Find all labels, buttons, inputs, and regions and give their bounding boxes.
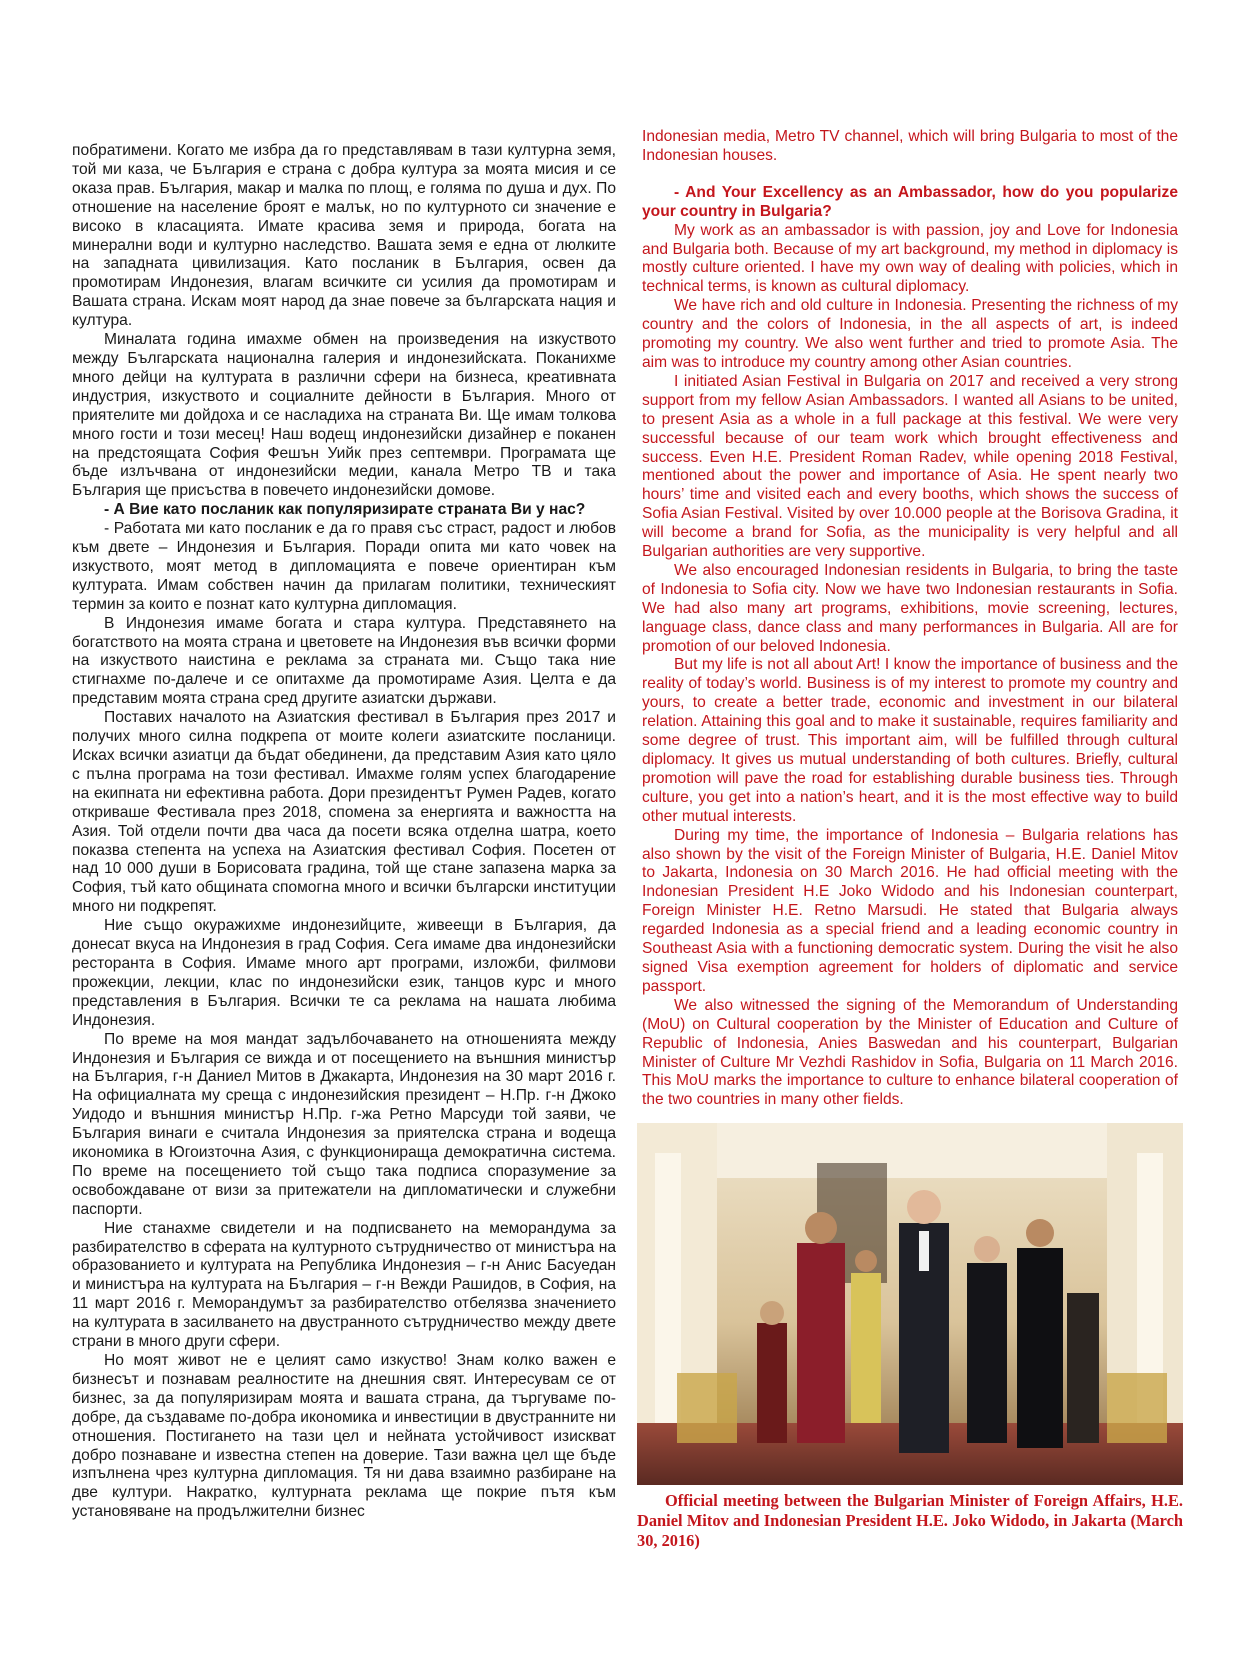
paragraph: В Индонезия имаме богата и стара култура. Представянето на богатството на моята страна и цветовете на Индонезия във всички форми на изкуството наистина е реклама за страната ми. Също така ние стигнахме по-далече и се опитахме да промотираме Азия. Целта е да представим моята страна сред другите азиатски държави. (72, 614, 616, 708)
paragraph: But my life is not all about Art! I know the importance of business and the reality of today’s world. Business is of my interest to promote my country and yours, to create a better trade, economic and investment in our bilateral relation. Attaining this goal and to make it sustainable, requires familiarity and some degree of trust. This important aim, will be fulfilled through cultural diplomacy. It gives us mutual understanding of both cultures. Briefly, cultural promotion will pave the road for establishing durable business ties. Through culture, you get into a nation’s heart, and it is the most effective way to build other mutual interests. (642, 656, 1178, 825)
paragraph: We have rich and old culture in Indonesia. Presenting the richness of my country and the colors of Indonesia, in the all aspects of art, is indeed promoting my country. We also went further and tried to promote Asia. The aim was to introduce my country among other Asian countries. (642, 297, 1178, 371)
paragraph: During my time, the importance of Indonesia – Bulgaria relations has also shown by the visit of the Foreign Minister of Bulgaria, H.E. Daniel Mitov to Jakarta, Indonesia on 30 March 2016. He had official meeting with the Indonesian President H.E Joko Widodo and his Indonesian counterpart, Foreign Minister H.E. Retno Marsudi. He stated that Bulgaria always regarded Indonesia as a special friend and a leading economic country in Southeast Asia with a functioning democratic system. During the visit he also signed Visa exemption agreement for holders of diplomatic and service passport. (642, 826, 1178, 995)
paragraph: Поставих началото на Азиатския фестивал в България през 2017 и получих много силна подкрепа от моите колеги азиатските посланици. Исках всички азиатци да бъдат обединени, да представим Азия като цяло с пълна програма на този фестивал. Имахме голям успех благодарение на екипната ни ефективна работа. Дори президентът Румен Радев, когато откриваше Фестивала през 2018, спомена за енергията и важността на Азия. Той отдели почти два часа да посети всяка отделна шатра, което показва степента на успеха на Азиатския фестивал София. Посетен от над 10 000 души в Борисовата градина, той ще стане запазена марка за София, тъй като общината спомогна много и всички български институции много ни подкрепят. (72, 709, 616, 916)
left-column (72, 142, 616, 1522)
paragraph: I initiated Asian Festival in Bulgaria on 2017 and received a very strong support from my fellow Asian Ambassadors. I wanted all Asians to be united, to present Asia as a whole in a full package at this festival. We were very successful because of our team work which brought effectiveness and success. Even H.E. President Roman Radev, while opening 2018 Festival, mentioned about the power and importance of Asia. He spent nearly two hours’ time and visited each and every booths, which shows the success of Sofia Asian Festival. Visited by over 10.000 people at the Borisova Gradina, it will become a brand for Sofia, as the municipality is very helpful and all Bulgarian authorities are very supportive. (642, 372, 1178, 561)
paragraph: - Работата ми като посланик е да го правя със страст, радост и любов към двете – Индонезия и България. Поради опита ми като човек на изкуството, моят метод в дипломацията е повече ориентиран към културата. Имам собствен начин да прилагам политики, техническият термин за които е познат като културна дипломация. (72, 520, 616, 613)
interview-question: - And Your Excellency as an Ambassador, how do you popularize your country in Bulgaria? (642, 183, 1178, 220)
paragraph: Ние станахме свидетели и на подписването на меморандума за разбирателство в сферата на културното сътрудничество от министъра на образованието и културата на Република Индонезия – г-н Анис Басуедан и министъра на културата на България – г-н Вежди Рашидов, в София, на 11 март 2016 г. Меморандумът за разбирателство отбелязва значението на културата в засилването на двустранното сътрудничество между двете страни в много други сфери. (72, 1219, 616, 1351)
paragraph: My work as an ambassador is with passion, joy and Love for Indonesia and Bulgaria both. Because of my art background, my method in diplomacy is mostly culture oriented. I have my own way of dealing with policies, which in technical terms, is known as cultural diplomacy. (642, 221, 1178, 296)
paragraph: Миналата година имахме обмен на произведения на изкуството между Българската национална галерия и индонезийската. Поканихме много дейци на културата в различни сфери на бизнеса, креативната индустрия, изкуството и социалните дейности в България. Много от приятелите ми дойдоха и се насладиха на страната Ви. Ще имам толкова много гости и този месец! Наш водещ индонезийски дизайнер е поканен на предстоящата София Фешън Уийк през септември. Програмата ще бъде излъчвана от индонезийски медии, канала Метро ТВ и така България ще присъства в повечето индонезийски домове. (72, 331, 616, 500)
paragraph: Indonesian media, Metro TV channel, which will bring Bulgaria to most of the Indonesian houses. (642, 128, 1178, 164)
interview-question: - А Вие като посланик как популяризирате страната Ви у нас? (104, 501, 586, 519)
paragraph: We also witnessed the signing of the Memorandum of Understanding (MoU) on Cultural cooperation by the Minister of Education and Culture of Republic of Indonesia, Anies Baswedan and his counterpart, Bulgarian Minister of Culture Mr Vezhdi Rashidov in Sofia, Bulgaria on 11 March 2016. This MoU marks the importance to culture to enhance bilateral cooperation of the two countries in many other fields. (642, 996, 1178, 1109)
right-column (642, 128, 1178, 1110)
photo-caption-text: Official meeting between the Bulgarian Minister of Foreign Affairs, H.E. Daniel Mitov and Indonesian President H.E. Joko Widodo, in Jakarta (March 30, 2016) (637, 1491, 1183, 1550)
meeting-photo-illustration (637, 1123, 1183, 1485)
paragraph: Ние също окуражихме индонезийците, живеещи в България, да донесат вкуса на Индонезия в град София. Сега имаме два индонезийски ресторанта в София. Имаме много арт програми, изложби, филмови прожекции, лекции, клас по индонезийски език, танцов курс и много представления в България. Всички те са реклама на нашата любима Индонезия. (72, 917, 616, 1029)
meeting-photo (637, 1123, 1183, 1485)
paragraph: We also encouraged Indonesian residents in Bulgaria, to bring the taste of Indonesia to Sofia city. Now we have two Indonesian restaurants in Sofia. We had also many art programs, exhibitions, movie screening, lectures, language class, dance class and many performances in Bulgaria. All are for promotion of our beloved Indonesia. (642, 561, 1178, 655)
paragraph: побратимени. Когато ме избра да го представлявам в тази културна земя, той ми каза, че България е страна с добра култура за моята мисия и се оказа прав. България, макар и малка по площ, е голяма по душа и дух. По отношение на население броят е малък, но по културното си значение е високо в класацията. Имате красива земя и природа, богата на минерални води и културно наследство. Вашата земя е една от люлките на западната цивилизация. Като посланик в България, освен да промотирам Индонезия, влагам всичките си усилия да промотирам и Вашата страна. Искам моят народ да знае повече за българската нация и култура. (72, 142, 616, 330)
paragraph: По време на моя мандат задълбочаването на отношенията между Индонезия и България се вижда и от посещението на външния министър на България, г-н Даниел Митов в Джакарта, Индонезия на 30 март 2016 г. На официалната му среща с индонезийския президент – Н.Пр. г-н Джоко Уидодо и външния министър Н.Пр. г-жа Ретно Марсуди той заяви, че България винаги е считала Индонезия за приятелска страна и водеща икономика в Югоизточна Азия, с функционираща демократична система. По време на посещението той също така подписа споразумение за освобождаване от визи за притежатели на дипломатически и служебни паспорти. (72, 1030, 616, 1218)
paragraph: Но моят живот не е целият само изкуство! Знам колко важен е бизнесът и познавам реалностите на днешния свят. Интересувам се от бизнес, за да популяризирам моята и вашата страна, да търгуваме по-добре, да създаваме по-добра икономика и инвестиции в двустранните ни отношения. Постигането на тази цел и нейната устойчивост изискват добро познаване и известна степен на доверие. Тази важна цел ще бъде изпълнена чрез културна дипломация. Тя ни дава взаимно разбиране на две култури. Накратко, културната реклама ще покрие пътя към установяване на продължителни бизнес (72, 1352, 616, 1521)
photo-caption (637, 1491, 1183, 1551)
